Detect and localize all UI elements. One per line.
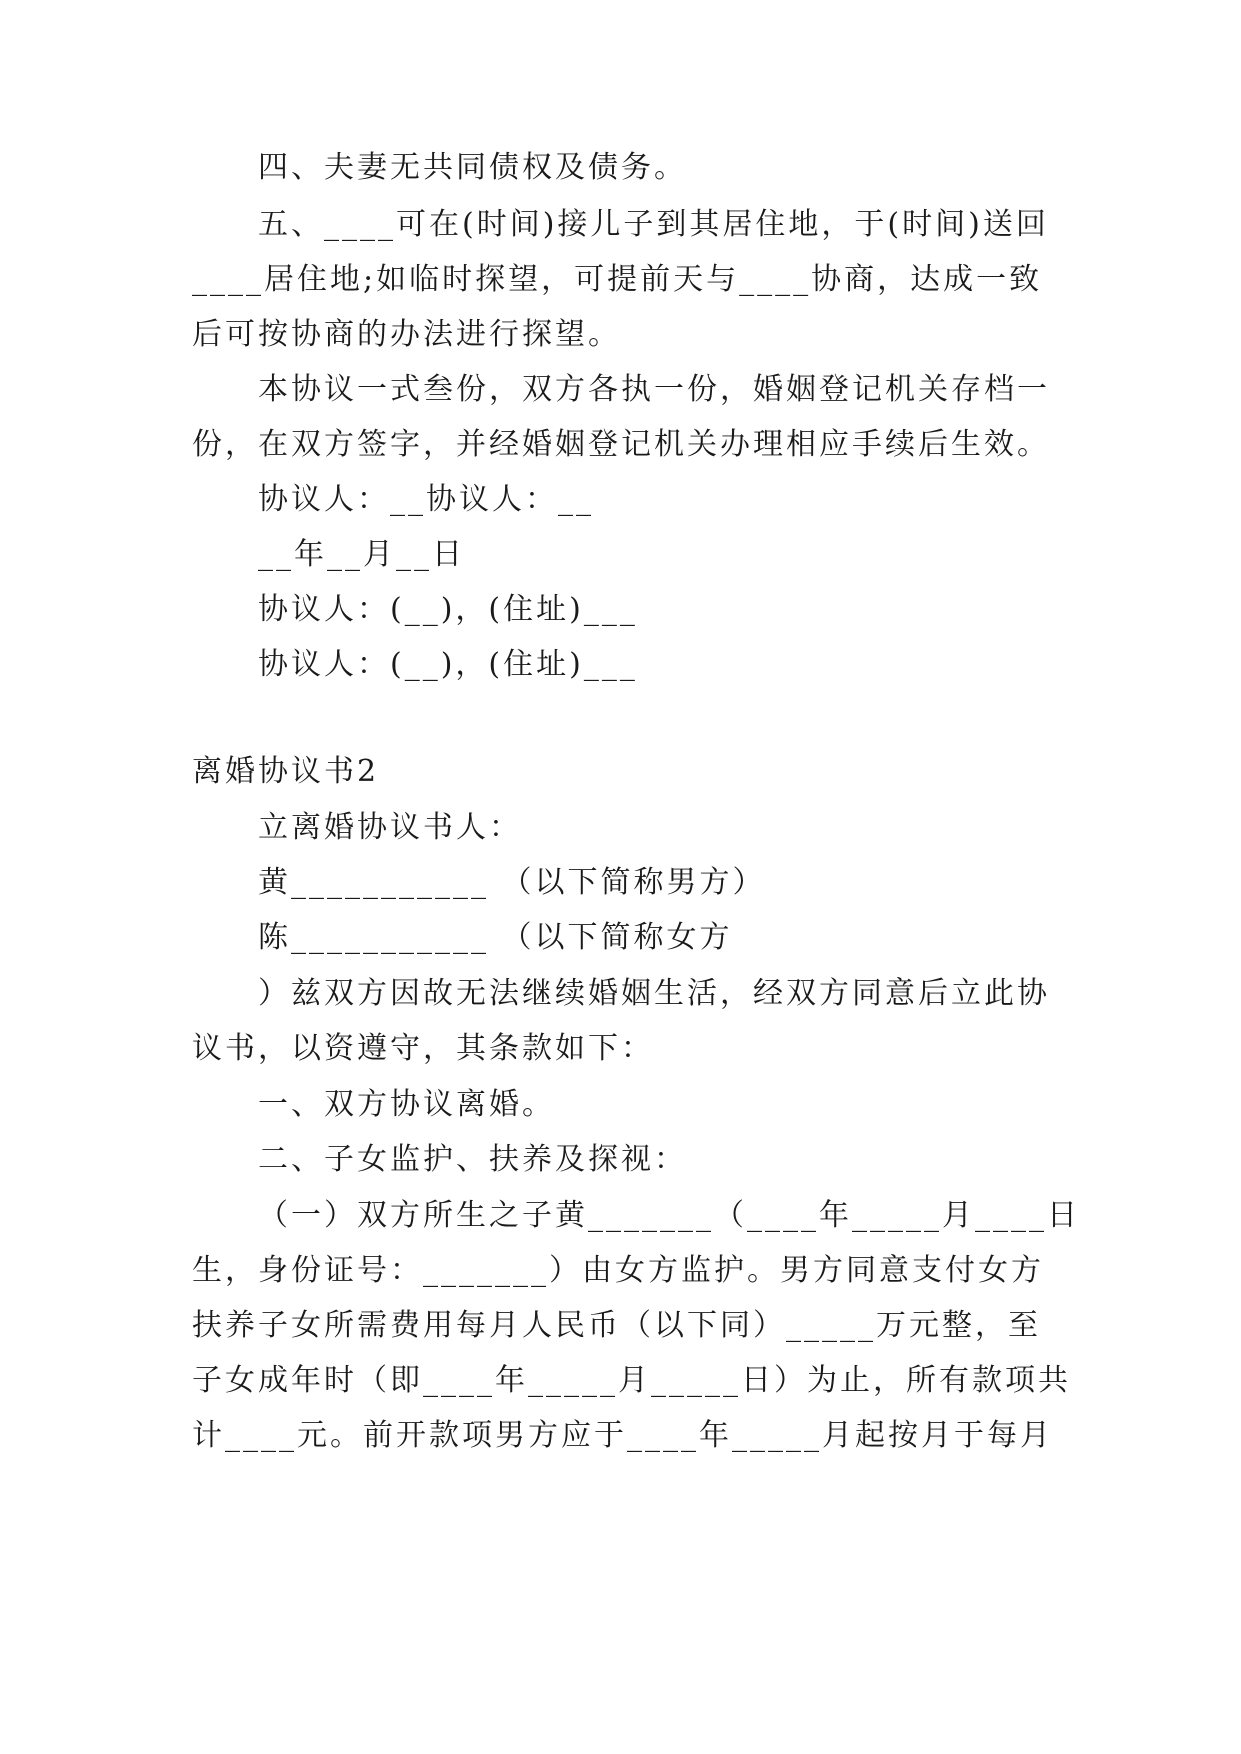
signature-line: 协议人：__协议人：__ — [258, 482, 594, 517]
clause-two-1-line-5: 计____元。前开款项男方应于____年_____月起按月于每月 — [192, 1418, 1053, 1453]
section-heading: 离婚协议书2 — [192, 754, 380, 789]
preamble-line-2: 议书，以资遵守，其条款如下： — [192, 1031, 654, 1066]
party-female: 陈___________ （以下简称女方 — [258, 920, 733, 955]
party-address-line-2: 协议人：(__)，(住址)___ — [258, 647, 638, 682]
clause-two-1-line-1: （一）双方所生之子黄_______（____年_____月____日 — [258, 1198, 1080, 1233]
copies-clause-line-2: 份，在双方签字，并经婚姻登记机关办理相应手续后生效。 — [192, 427, 1050, 462]
clause-one: 一、双方协议离婚。 — [258, 1087, 555, 1122]
clause-two-1-line-2: 生，身份证号：_______）由女方监护。男方同意支付女方 — [192, 1253, 1044, 1288]
copies-clause-line-1: 本协议一式叁份，双方各执一份，婚姻登记机关存档一 — [258, 372, 1050, 407]
preamble-line-1: ）兹双方因故无法继续婚姻生活，经双方同意后立此协 — [258, 976, 1050, 1011]
date-line: __年__月__日 — [258, 537, 465, 572]
party-male: 黄___________ （以下简称男方） — [258, 865, 766, 900]
clause-five-line-3: 后可按协商的办法进行探望。 — [192, 317, 621, 352]
clause-five-line-1: 五、____可在(时间)接儿子到其居住地，于(时间)送回 — [258, 207, 1049, 242]
clause-two-1-line-4: 子女成年时（即____年_____月_____日）为止，所有款项共 — [192, 1363, 1071, 1398]
clause-five-line-2: ____居住地;如临时探望，可提前天与____协商，达成一致 — [192, 262, 1043, 297]
party-address-line-1: 协议人：(__)，(住址)___ — [258, 592, 638, 627]
clause-two-1-line-3: 扶养子女所需费用每月人民币（以下同）_____万元整，至 — [192, 1308, 1041, 1343]
clause-two-heading: 二、子女监护、扶养及探视： — [258, 1142, 687, 1177]
clause-four: 四、夫妻无共同债权及债务。 — [258, 150, 687, 185]
agreement-parties-label: 立离婚协议书人： — [258, 810, 522, 845]
